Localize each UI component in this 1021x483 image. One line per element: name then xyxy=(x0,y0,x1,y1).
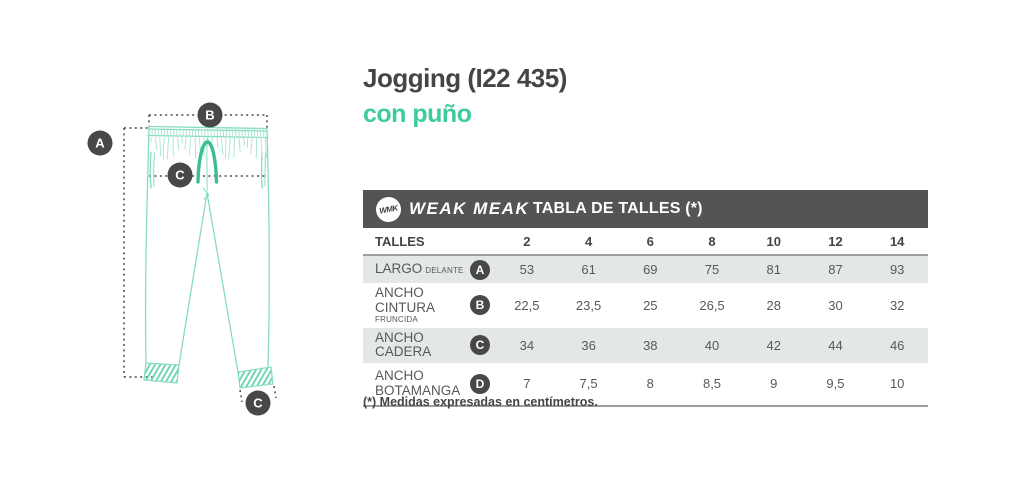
measure-value: 44 xyxy=(828,337,843,353)
measure-label: LARGO DELANTE xyxy=(375,261,464,277)
measure-value: 8 xyxy=(646,376,654,392)
measure-value: 69 xyxy=(643,262,658,277)
measure-sublabel: FRUNCIDA xyxy=(375,315,418,325)
measure-value: 42 xyxy=(766,337,781,353)
size-column-header: 14 xyxy=(889,233,905,249)
size-column-header: 2 xyxy=(523,233,531,249)
measure-badge: A xyxy=(470,260,490,280)
table-header-bar xyxy=(363,190,928,228)
measure-sublabel: DELANTE xyxy=(425,266,464,276)
size-column-header: 6 xyxy=(646,233,654,249)
measure-value: 87 xyxy=(828,262,843,277)
table-row xyxy=(363,328,928,363)
size-column-header: 4 xyxy=(584,233,593,249)
size-table xyxy=(363,190,928,407)
measure-label: ANCHO CINTURA FRUNCIDA xyxy=(363,283,464,328)
page-subtitle: con puño xyxy=(363,100,472,128)
measure-value: 40 xyxy=(704,337,720,353)
sizes-header-row xyxy=(363,228,928,256)
table-row xyxy=(363,283,928,328)
measure-value: 7 xyxy=(523,376,531,392)
measure-value: 46 xyxy=(889,337,905,353)
brand-name: WEAK MEAK xyxy=(409,199,530,218)
measure-value: 8,5 xyxy=(702,376,722,392)
measure-value: 36 xyxy=(581,337,596,353)
measure-value: 30 xyxy=(828,297,843,313)
measure-value: 9,5 xyxy=(826,376,845,392)
marker-badge-hip xyxy=(168,163,193,188)
measure-badge: C xyxy=(470,335,490,355)
jogging-pants-diagram xyxy=(70,85,320,430)
page-title: Jogging (I22 435) xyxy=(363,63,567,93)
measure-value: 23,5 xyxy=(575,297,602,313)
measure-badge: B xyxy=(470,295,490,315)
measure-value: 7,5 xyxy=(579,376,598,392)
measure-value: 38 xyxy=(643,337,658,353)
measure-value: 81 xyxy=(766,262,781,277)
marker-badge-length xyxy=(88,131,113,156)
measure-value: 9 xyxy=(770,376,778,392)
svg-text:C: C xyxy=(253,395,263,411)
svg-text:A: A xyxy=(95,135,105,151)
measure-value: 22,5 xyxy=(514,297,540,313)
measure-value: 26,5 xyxy=(699,297,725,313)
size-column-header: 8 xyxy=(708,233,716,249)
measure-badge: D xyxy=(470,374,490,394)
table-title: TABLA DE TALLES (*) xyxy=(533,200,703,217)
svg-text:C: C xyxy=(175,167,185,183)
measure-value: 10 xyxy=(889,376,905,392)
pants-cuffs xyxy=(144,363,273,388)
marker-badge-waist xyxy=(198,103,223,128)
talles-label: TALLES xyxy=(375,233,425,249)
measure-label: ANCHO BOTAMANGA xyxy=(375,368,461,398)
marker-badge-cuff xyxy=(246,391,271,416)
measure-value: 53 xyxy=(519,262,535,277)
measure-value: 25 xyxy=(643,297,658,313)
size-column-header: 10 xyxy=(766,233,781,249)
table-row xyxy=(363,256,928,283)
pants-outline xyxy=(146,127,270,373)
table-body xyxy=(363,256,928,407)
measure-value: 32 xyxy=(889,297,905,313)
measure-value: 61 xyxy=(581,262,596,277)
measure-label: ANCHO CADERA xyxy=(375,329,432,360)
measure-value: 28 xyxy=(766,297,781,313)
measure-value: 34 xyxy=(519,337,535,353)
footnote: (*) Medidas expresadas en centímetros. xyxy=(363,395,598,409)
brand-logo-icon: WMK xyxy=(374,195,403,224)
svg-text:B: B xyxy=(205,107,215,123)
size-column-header: 12 xyxy=(828,233,843,249)
measure-value: 93 xyxy=(889,262,905,277)
measure-value: 75 xyxy=(704,262,720,277)
